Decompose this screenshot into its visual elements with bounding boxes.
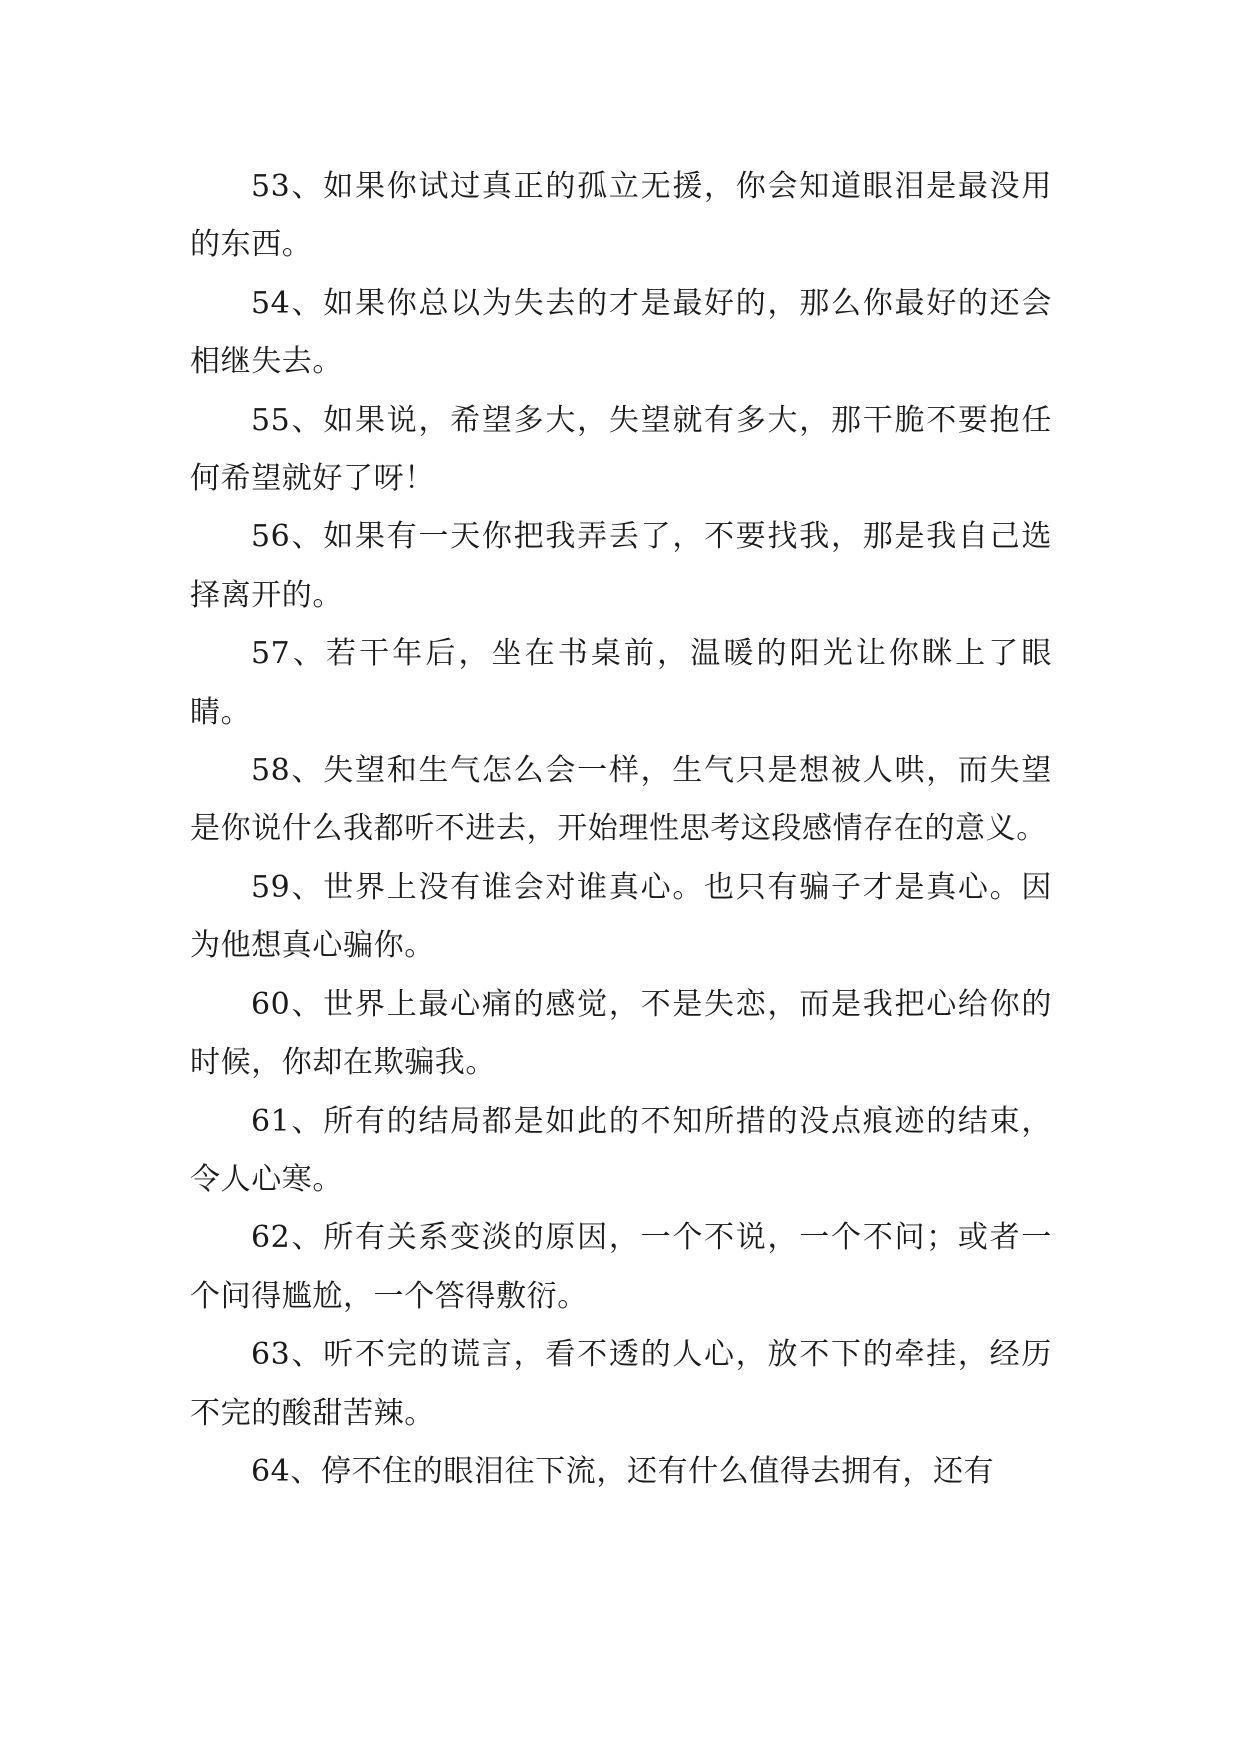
document-body bbox=[190, 158, 1052, 1501]
paragraph-55: 55、如果说，希望多大，失望就有多大，那干脆不要抱任何希望就好了呀！ bbox=[190, 402, 1052, 497]
paragraph-62: 62、所有关系变淡的原因，一个不说，一个不问；或者一个问得尴尬，一个答得敷衍。 bbox=[190, 1220, 1052, 1314]
paragraph-56: 56、如果有一天你把我弄丢了，不要找我，那是我自己选择离开的。 bbox=[190, 519, 1052, 613]
paragraph-57: 57、若干年后，坐在书桌前，温暖的阳光让你眯上了眼睛。 bbox=[190, 636, 1052, 730]
paragraph-63: 63、听不完的谎言，看不透的人心，放不下的牵挂，经历不完的酸甜苦辣。 bbox=[190, 1337, 1052, 1431]
paragraph-58: 58、失望和生气怎么会一样，生气只是想被人哄，而失望是你说什么我都听不进去，开始理性思考这段感情存在的意义。 bbox=[190, 753, 1052, 847]
paragraph-61: 61、所有的结局都是如此的不知所措的没点痕迹的结束，令人心寒。 bbox=[190, 1103, 1052, 1197]
paragraph-54: 54、如果你总以为失去的才是最好的，那么你最好的还会相继失去。 bbox=[190, 285, 1052, 380]
paragraph-60: 60、世界上最心痛的感觉，不是失恋，而是我把心给你的时候，你却在欺骗我。 bbox=[190, 986, 1052, 1081]
paragraph-59: 59、世界上没有谁会对谁真心。也只有骗子才是真心。因为他想真心骗你。 bbox=[190, 869, 1052, 964]
paragraph-64: 64、停不住的眼泪往下流，还有什么值得去拥有，还有 bbox=[251, 1453, 995, 1489]
paragraph-53: 53、如果你试过真正的孤立无援，你会知道眼泪是最没用的东西。 bbox=[190, 169, 1052, 263]
